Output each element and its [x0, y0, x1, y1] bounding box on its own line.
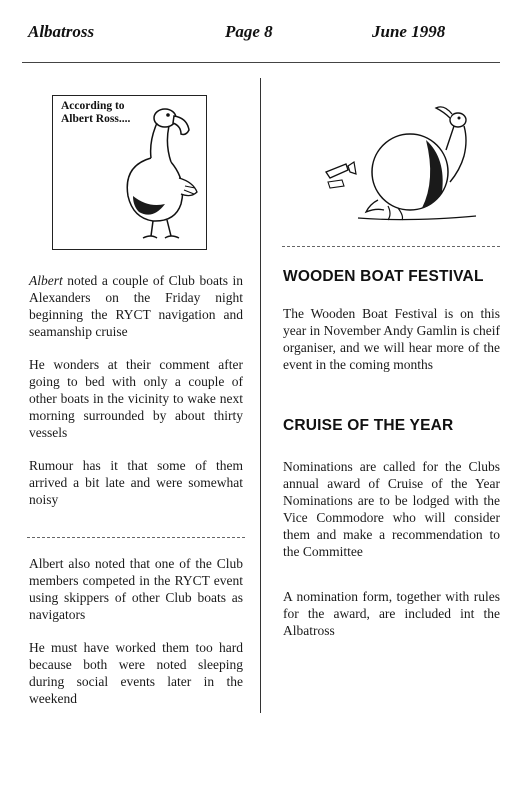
paragraph-nominations: Nominations are called for the Clubs annual award of Cruise of the Year Nominations are to be lodged with the Vice Commodore who will consider them and make a recommendation to the Committee — [283, 459, 500, 559]
paragraph-festival: The Wooden Boat Festival is on this year in November Andy Gamlin is cheif organiser, and we will hear more of the event in the coming months — [283, 306, 500, 372]
left-section-rule — [27, 537, 245, 538]
albert-ross-column-bottom — [29, 555, 243, 723]
wooden-boat-festival-text — [283, 305, 500, 389]
cruise-of-the-year-heading: CRUISE OF THE YEAR — [283, 417, 454, 434]
right-art-rule — [282, 246, 500, 247]
albert-ross-column-top — [29, 272, 243, 524]
albatross-cartoon-box — [52, 95, 207, 250]
paragraph-sleeping: He must have worked them too hard because both were noted sleeping during social events later in the weekend — [29, 640, 243, 706]
page-number: Page 8 — [225, 22, 273, 41]
paragraph-navigators: Albert also noted that one of the Club members competed in the RYCT event using skippers of other Club boats as navigators — [29, 556, 243, 622]
paragraph-club-boats — [29, 272, 243, 340]
paragraph-vicinity: He wonders at their comment after going to bed with only a couple of other boats in the vicinity to wake next morning surrounded by about thirty vessels — [29, 357, 243, 440]
albert-name: Albert — [29, 273, 63, 288]
bird-with-glass-icon — [318, 100, 478, 225]
page-header — [0, 0, 522, 60]
paragraph-nomination-form: A nomination form, together with rules for the award, are included int the Albatross — [283, 589, 500, 638]
paragraph-text: noted a couple of Club boats in Alexanders on the Friday night beginning the RYCT navigation and seamanship cruise — [29, 273, 243, 339]
reclining-bird-illustration — [318, 100, 478, 225]
cruise-of-the-year-text — [283, 458, 500, 576]
newsletter-title: Albatross — [28, 22, 95, 41]
cartoon-caption-line1: According to — [61, 100, 125, 112]
cruise-of-the-year-form — [283, 588, 500, 655]
wooden-boat-festival-heading: WOODEN BOAT FESTIVAL — [283, 268, 484, 285]
header-rule — [22, 62, 500, 63]
column-divider — [260, 78, 261, 713]
paragraph-rumour: Rumour has it that some of them arrived a bit late and were somewhat noisy — [29, 458, 243, 507]
cartoon-caption — [61, 100, 130, 126]
issue-date: June 1998 — [372, 22, 446, 41]
cartoon-caption-line2: Albert Ross.... — [61, 113, 131, 125]
